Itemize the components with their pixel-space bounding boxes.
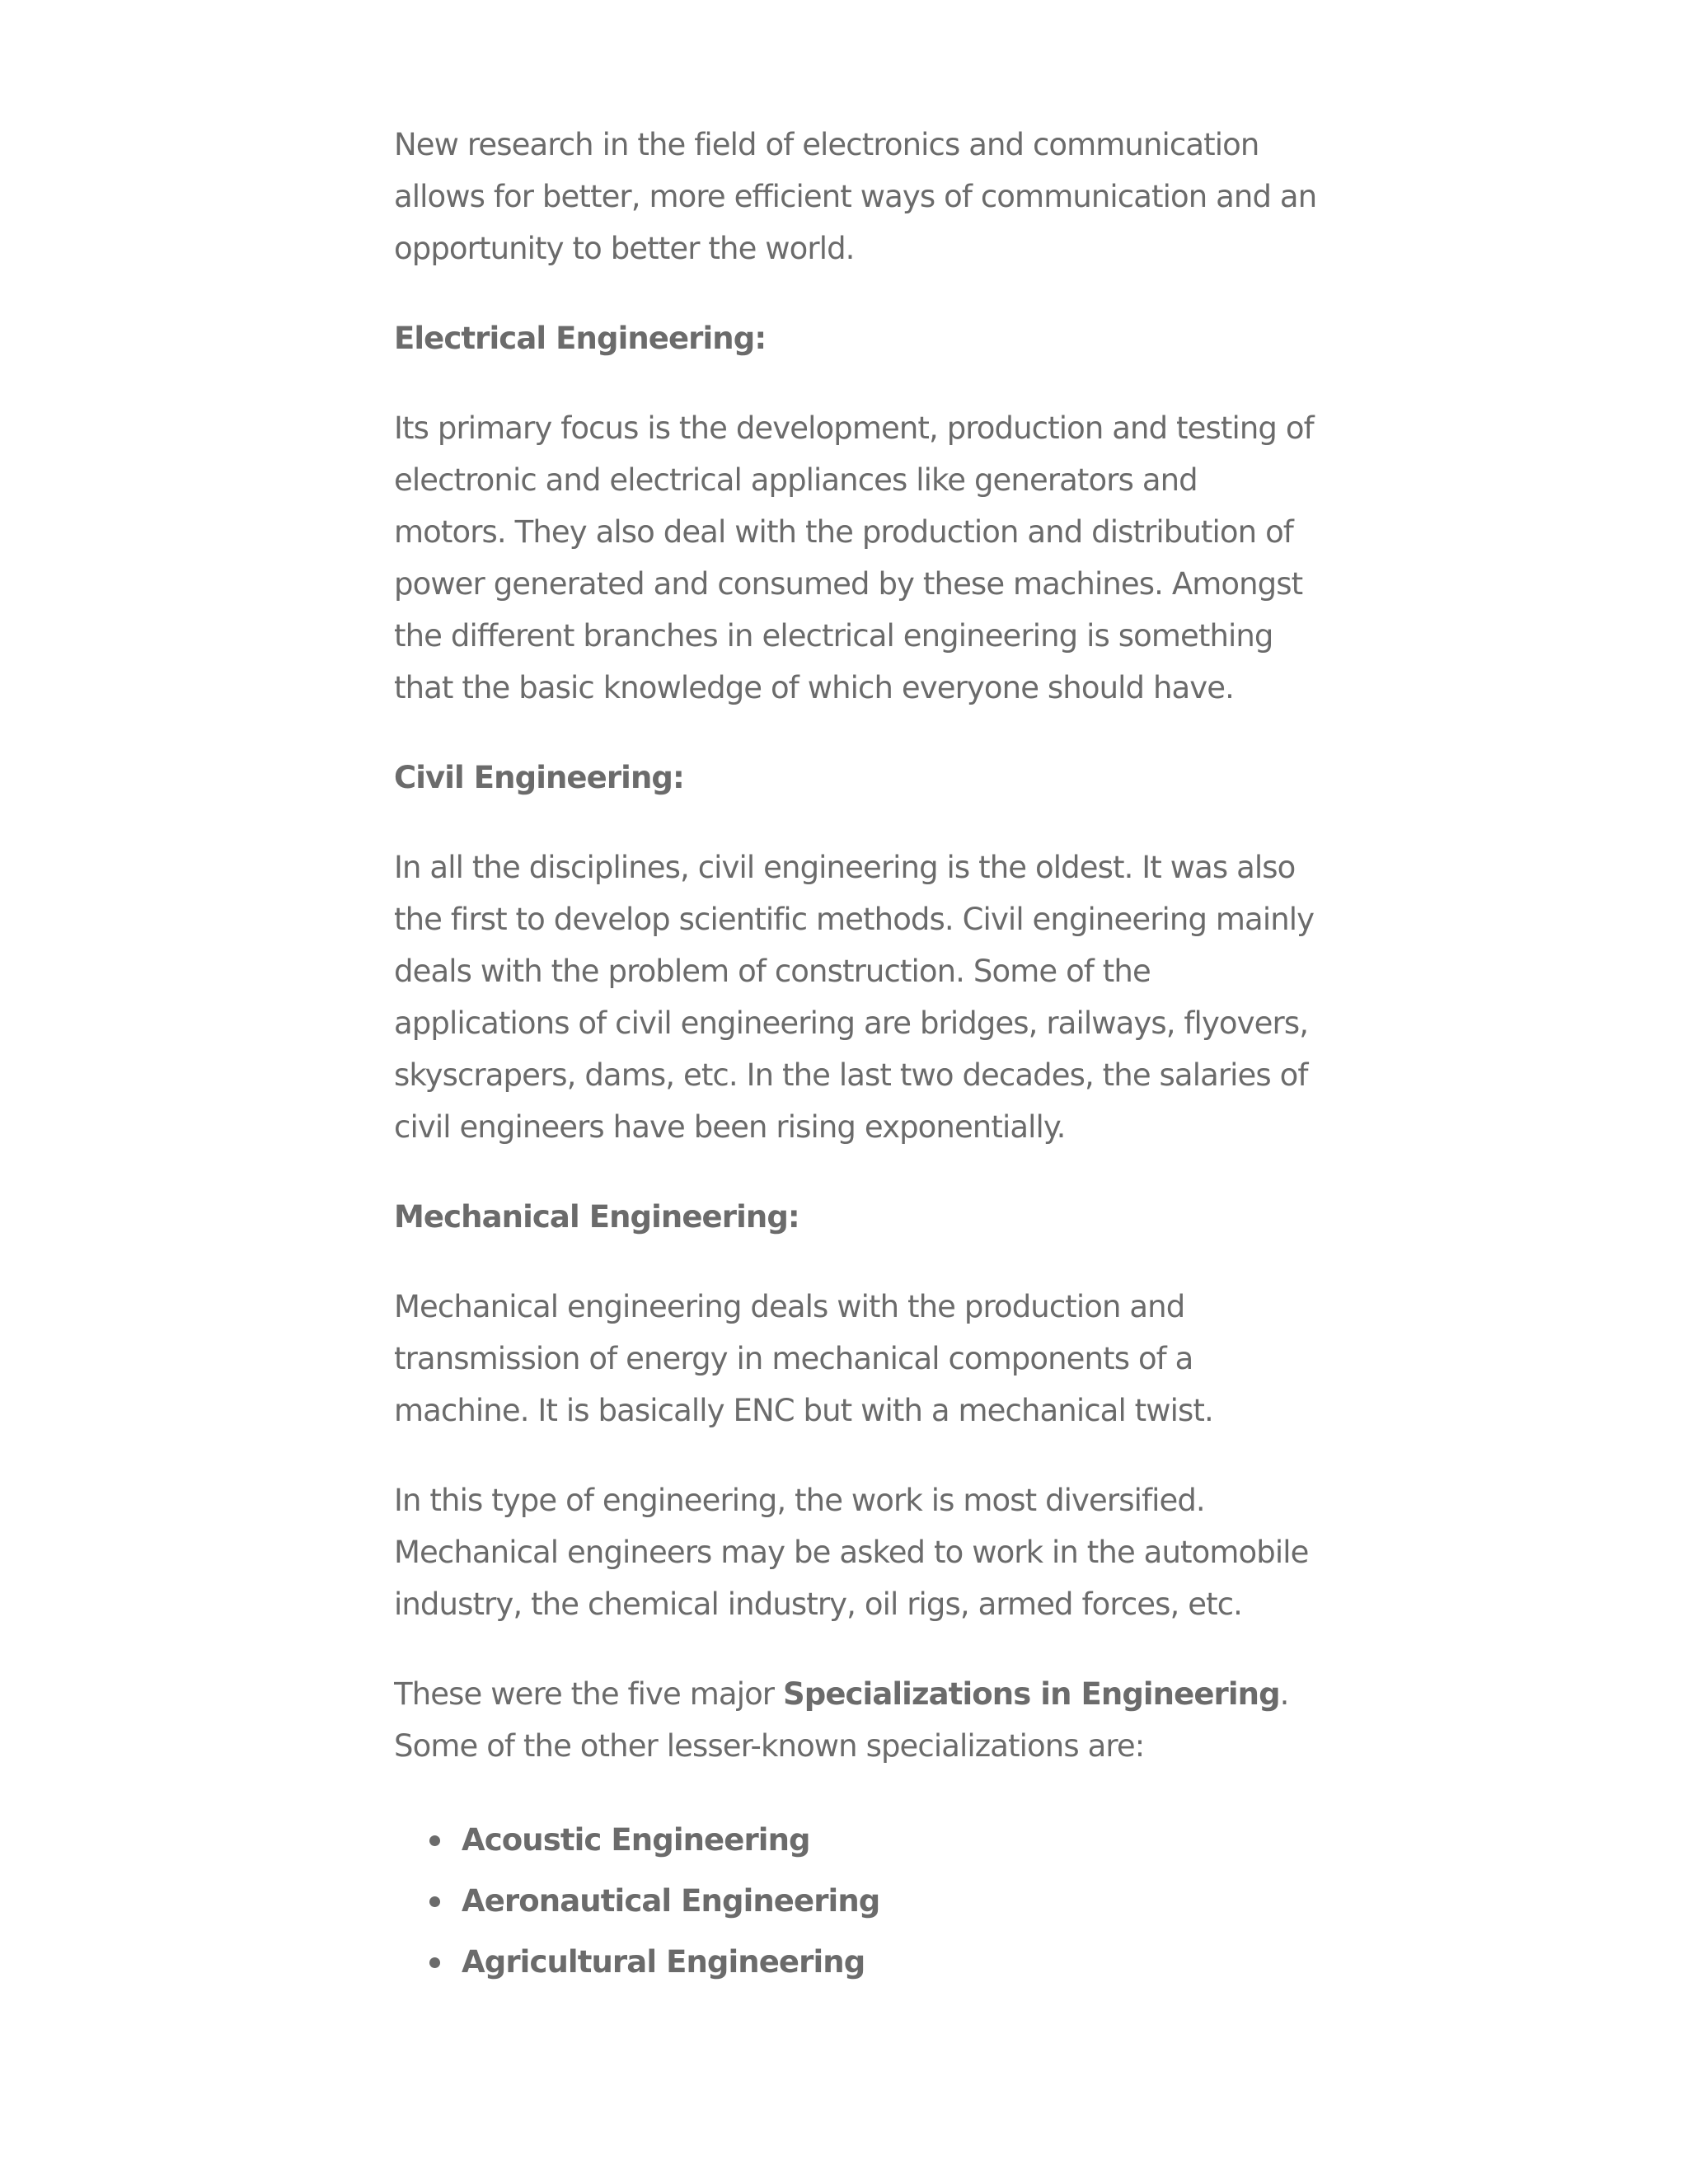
electrical-engineering-paragraph: Its primary focus is the development, production and testing of electronic and electrical appliances like generators and motors. They also deal with the production and distribution of power generated and consumed by these machines. Amongst the different branches in electrical engineering is something that the basic knowledge of which everyone should have. [394, 410, 1314, 705]
electrical-engineering-heading: Electrical Engineering: [394, 321, 767, 356]
summary-text-before: These were the five major [394, 1676, 783, 1712]
list-item-label: Agricultural Engineering [462, 1944, 865, 1980]
summary-text-after: . Some of the other lesser-known specializations are: [394, 1676, 1289, 1764]
bullet-icon [429, 1957, 440, 1968]
mechanical-engineering-paragraph-1: Mechanical engineering deals with the production and transmission of energy in mechanical components of a machine. It is basically ENC but with a mechanical twist. [394, 1289, 1213, 1428]
list-item [394, 1932, 1317, 1993]
summary-bold-term: Specializations in Engineering [782, 1676, 1280, 1712]
list-item-label: Acoustic Engineering [462, 1822, 810, 1858]
civil-engineering-heading: Civil Engineering: [394, 760, 684, 795]
specializations-list [394, 1810, 1317, 1993]
bullet-icon [429, 1896, 440, 1907]
summary-paragraph [394, 1668, 1317, 1772]
mechanical-engineering-heading: Mechanical Engineering: [394, 1199, 799, 1235]
list-item [394, 1871, 1317, 1932]
list-item [394, 1810, 1317, 1871]
intro-paragraph: New research in the field of electronics and communication allows for better, more efficient ways of communication and an opportunity to better the world. [394, 127, 1317, 266]
bullet-icon [429, 1835, 440, 1846]
article-body [394, 119, 1317, 2102]
mechanical-engineering-paragraph-2: In this type of engineering, the work is most diversified. Mechanical engineers may be asked to work in the automobile industry, the chemical industry, oil rigs, armed forces, etc. [394, 1483, 1309, 1622]
list-item-label: Aeronautical Engineering [462, 1883, 880, 1919]
civil-engineering-paragraph: In all the disciplines, civil engineering is the oldest. It was also the first to develop scientific methods. Civil engineering mainly deals with the problem of construction. Some of the applications of civil engineering are bridges, railways, flyovers, skyscrapers, dams, etc. In the last two decades, the salaries of civil engineers have been rising exponentially. [394, 850, 1315, 1145]
